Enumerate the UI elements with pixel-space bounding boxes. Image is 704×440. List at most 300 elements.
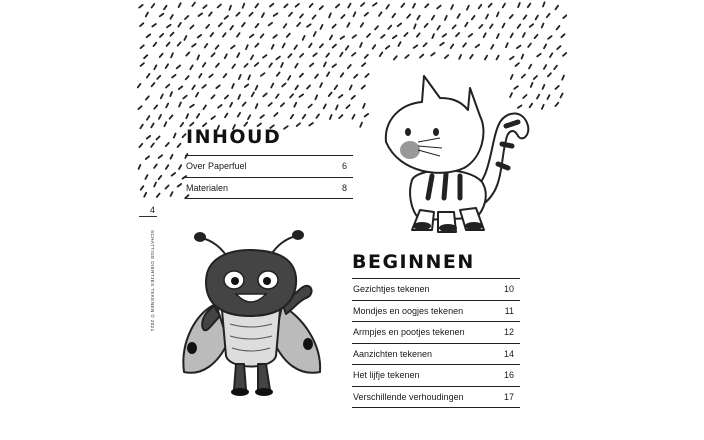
pattern-dash xyxy=(453,25,456,28)
pattern-dash xyxy=(497,34,499,38)
pattern-dash xyxy=(160,34,163,37)
pattern-dash xyxy=(218,5,221,8)
pattern-dash xyxy=(547,14,550,17)
pattern-dash xyxy=(192,3,195,6)
pattern-dash xyxy=(320,6,323,9)
pattern-dash xyxy=(303,115,306,119)
pattern-dash xyxy=(329,13,331,17)
pattern-dash xyxy=(225,96,228,99)
pattern-dash xyxy=(295,86,298,90)
pattern-dash xyxy=(192,86,195,90)
pattern-dash xyxy=(146,96,149,99)
toc-entry-page: 6 xyxy=(341,161,347,171)
pattern-dash xyxy=(401,4,404,7)
pattern-dash xyxy=(203,5,206,8)
pattern-dash xyxy=(459,55,461,59)
pattern-dash xyxy=(269,63,272,67)
pattern-dash xyxy=(287,34,290,37)
pattern-dash xyxy=(489,4,492,7)
toc-entry-page: 16 xyxy=(503,370,514,380)
pattern-dash xyxy=(174,134,176,138)
pattern-dash xyxy=(216,85,220,88)
pattern-dash xyxy=(138,106,141,109)
pattern-dash xyxy=(485,56,487,60)
pattern-dash xyxy=(147,34,151,37)
pattern-dash xyxy=(225,16,228,19)
pattern-dash xyxy=(352,96,355,99)
pattern-dash xyxy=(380,53,383,57)
pattern-dash xyxy=(407,15,410,18)
toc-entry-page: 11 xyxy=(504,305,514,316)
pattern-dash xyxy=(202,85,205,88)
pattern-dash xyxy=(321,25,323,29)
pattern-dash xyxy=(510,57,514,60)
pattern-dash xyxy=(363,104,365,108)
toc-entry[interactable] xyxy=(352,278,520,300)
pattern-dash xyxy=(506,43,508,47)
pattern-dash xyxy=(375,26,378,29)
toc-entry-label: Over Paperfuel xyxy=(186,161,247,171)
pattern-dash xyxy=(161,94,163,98)
pattern-dash xyxy=(218,105,222,108)
pattern-dash xyxy=(437,26,440,30)
pattern-dash xyxy=(362,86,365,89)
pattern-dash xyxy=(154,105,157,108)
pattern-dash xyxy=(324,104,326,108)
pattern-dash xyxy=(224,74,227,77)
toc-entry[interactable] xyxy=(352,300,520,322)
pattern-dash xyxy=(144,193,146,197)
pattern-dash xyxy=(463,43,466,46)
pattern-dash xyxy=(544,44,546,48)
pattern-dash xyxy=(352,115,354,119)
pattern-dash xyxy=(171,192,173,196)
pattern-dash xyxy=(179,103,181,107)
pattern-dash xyxy=(529,65,531,69)
pattern-dash xyxy=(139,165,141,169)
pattern-dash xyxy=(479,5,482,9)
pattern-dash xyxy=(288,76,290,80)
pattern-dash xyxy=(294,45,297,49)
pattern-dash xyxy=(297,23,300,26)
pattern-dash xyxy=(518,3,520,7)
toc-entry-label: Gezichtjes tekenen xyxy=(353,284,430,294)
pattern-dash xyxy=(199,74,201,78)
pattern-dash xyxy=(260,115,264,118)
pattern-dash xyxy=(432,16,434,20)
pattern-dash xyxy=(543,2,545,6)
pattern-dash xyxy=(365,13,368,16)
toc-entry-label: Verschillende verhoudingen xyxy=(353,391,464,402)
pattern-dash xyxy=(548,36,552,39)
pattern-dash xyxy=(140,23,143,26)
pattern-dash xyxy=(216,64,219,67)
pattern-dash xyxy=(398,24,402,27)
pattern-dash xyxy=(290,94,293,97)
pattern-dash xyxy=(289,13,292,16)
pattern-dash xyxy=(354,12,356,16)
pattern-dash xyxy=(246,45,248,49)
pattern-dash xyxy=(212,53,215,56)
pattern-dash xyxy=(181,123,184,127)
pattern-dash xyxy=(141,45,144,48)
pattern-dash xyxy=(271,84,273,88)
pattern-dash xyxy=(249,13,252,16)
pattern-dash xyxy=(256,86,258,90)
pattern-dash xyxy=(392,14,395,17)
pattern-dash xyxy=(179,3,181,7)
pattern-dash xyxy=(310,4,313,7)
pattern-dash xyxy=(341,73,344,77)
side-caption: SCHATTIGE DIERTJES TEKENEN © 2021 xyxy=(150,230,155,332)
pattern-dash xyxy=(544,65,546,69)
pattern-dash xyxy=(365,55,368,58)
toc-entry[interactable] xyxy=(352,343,520,365)
pattern-dash xyxy=(230,26,233,30)
toc-entry[interactable] xyxy=(352,386,520,409)
pattern-dash xyxy=(327,72,329,76)
pattern-dash xyxy=(307,85,310,88)
pattern-dash xyxy=(164,122,166,126)
toc-entry-label: Materialen xyxy=(186,182,229,193)
pattern-dash xyxy=(197,114,199,118)
pattern-dash xyxy=(232,65,235,69)
pattern-dash xyxy=(151,143,154,147)
pattern-dash xyxy=(528,4,531,8)
pattern-dash xyxy=(146,13,148,17)
pattern-dash xyxy=(183,96,186,99)
pattern-dash xyxy=(146,156,149,159)
toc-entry[interactable] xyxy=(352,321,520,343)
pattern-dash xyxy=(199,13,203,16)
pattern-dash xyxy=(205,44,208,48)
pattern-dash xyxy=(524,15,527,19)
pattern-dash xyxy=(272,45,274,49)
pattern-dash xyxy=(159,176,162,179)
pattern-dash xyxy=(166,64,168,68)
pattern-dash xyxy=(211,33,214,36)
pattern-dash xyxy=(256,24,259,27)
pattern-dash xyxy=(561,94,563,98)
pattern-dash xyxy=(503,24,505,28)
page-number: 4 xyxy=(150,205,156,215)
pattern-dash xyxy=(209,74,212,77)
pattern-dash xyxy=(231,46,235,49)
pattern-dash xyxy=(393,36,397,39)
toc-entry[interactable] xyxy=(185,155,353,177)
pattern-dash xyxy=(239,75,241,79)
pattern-dash xyxy=(232,84,234,88)
toc-entry-page: 14 xyxy=(503,348,514,359)
pattern-dash xyxy=(185,16,188,19)
pattern-dash xyxy=(326,53,329,56)
pattern-dash xyxy=(160,14,164,16)
pattern-dash xyxy=(530,24,534,27)
pattern-dash xyxy=(230,103,232,107)
pattern-dash xyxy=(445,16,447,20)
pattern-dash xyxy=(178,184,182,187)
pattern-dash xyxy=(170,92,172,96)
pattern-dash xyxy=(554,66,557,70)
pattern-dash xyxy=(360,43,362,47)
pattern-dash xyxy=(284,126,288,129)
pattern-dash xyxy=(329,93,332,96)
pattern-dash xyxy=(251,55,253,59)
pattern-dash xyxy=(171,15,173,19)
toc-list-beginnen xyxy=(352,278,520,408)
pattern-dash xyxy=(367,34,370,37)
toc-entry-label: Het lijfje tekenen xyxy=(353,370,420,380)
toc-entry[interactable] xyxy=(352,364,520,386)
pattern-dash xyxy=(164,6,167,10)
pattern-dash xyxy=(542,105,544,109)
pattern-dash xyxy=(159,115,161,119)
pattern-dash xyxy=(255,63,258,66)
pattern-dash xyxy=(365,74,368,77)
pattern-dash xyxy=(354,75,357,78)
pattern-dash xyxy=(431,53,434,56)
pattern-dash xyxy=(196,93,198,97)
pattern-dash xyxy=(557,46,560,49)
pattern-dash xyxy=(157,136,160,139)
pattern-dash xyxy=(536,16,538,20)
pattern-dash xyxy=(283,44,285,48)
pattern-dash xyxy=(171,155,173,159)
pattern-dash xyxy=(297,123,300,126)
pattern-dash xyxy=(269,103,272,106)
pattern-dash xyxy=(256,104,258,108)
pattern-dash xyxy=(353,35,357,38)
pattern-dash xyxy=(556,103,559,106)
pattern-dash xyxy=(547,95,549,99)
pattern-dash xyxy=(479,25,482,28)
pattern-dash xyxy=(510,15,513,18)
pattern-dash xyxy=(417,16,419,20)
pattern-dash xyxy=(147,136,151,139)
pattern-dash xyxy=(348,4,350,8)
pattern-dash xyxy=(154,165,157,168)
pattern-dash xyxy=(465,23,467,27)
pattern-dash xyxy=(309,123,313,126)
pattern-dash xyxy=(516,63,519,66)
section-title-inhoud: INHOUD xyxy=(186,126,282,148)
pattern-dash xyxy=(261,34,264,37)
pattern-dash xyxy=(456,33,459,36)
pattern-dash xyxy=(261,73,265,76)
pattern-dash xyxy=(373,3,377,6)
pattern-dash xyxy=(381,35,384,38)
pattern-dash xyxy=(190,105,194,108)
pattern-dash xyxy=(413,4,415,8)
section-title-beginnen: BEGINNEN xyxy=(352,251,475,273)
pattern-dash xyxy=(324,62,326,66)
pattern-dash xyxy=(361,3,364,6)
pattern-dash xyxy=(350,85,352,89)
pattern-dash xyxy=(309,105,312,108)
pattern-dash xyxy=(346,105,349,108)
pattern-dash xyxy=(209,12,212,16)
pattern-dash xyxy=(141,63,144,66)
pattern-dash xyxy=(281,63,283,67)
pattern-dash xyxy=(166,165,168,169)
pattern-dash xyxy=(425,24,428,27)
toc-entry-page: 10 xyxy=(503,284,514,294)
pattern-dash xyxy=(276,94,279,98)
pattern-dash xyxy=(535,35,538,38)
pattern-dash xyxy=(216,46,219,49)
pattern-dash xyxy=(186,52,189,55)
pattern-dash xyxy=(238,113,240,117)
pattern-dash xyxy=(178,42,181,45)
pattern-dash xyxy=(139,144,142,147)
pattern-dash xyxy=(154,43,157,46)
pattern-dash xyxy=(144,55,147,58)
pattern-dash xyxy=(145,175,147,179)
pattern-dash xyxy=(166,143,169,146)
pattern-dash xyxy=(458,14,460,18)
pattern-dash xyxy=(518,24,521,28)
pattern-dash xyxy=(225,54,227,58)
pattern-dash xyxy=(445,55,448,58)
pattern-dash xyxy=(159,155,163,158)
pattern-dash xyxy=(157,76,160,79)
pattern-dash xyxy=(503,4,505,8)
pattern-dash xyxy=(340,53,342,57)
pattern-dash xyxy=(223,33,226,37)
pattern-dash xyxy=(219,23,222,26)
pattern-dash xyxy=(346,46,349,50)
pattern-dash xyxy=(352,53,355,56)
pattern-dash xyxy=(300,94,304,97)
pattern-dash xyxy=(203,63,206,67)
pattern-dash xyxy=(313,53,316,56)
pattern-dash xyxy=(484,33,486,37)
pattern-dash xyxy=(562,76,564,80)
pattern-dash xyxy=(291,115,294,119)
pattern-dash xyxy=(166,85,169,88)
pattern-dash xyxy=(186,114,188,118)
pattern-dash xyxy=(511,34,513,38)
pattern-dash xyxy=(157,194,160,197)
toc-entry-label: Armpjes en pootjes tekenen xyxy=(353,327,465,337)
pattern-dash xyxy=(361,23,364,27)
pattern-dash xyxy=(365,114,369,117)
pattern-dash xyxy=(432,34,434,38)
pattern-dash xyxy=(177,66,180,69)
pattern-dash xyxy=(300,14,303,17)
pattern-dash xyxy=(179,86,183,89)
pattern-dash xyxy=(203,106,206,110)
pattern-dash xyxy=(245,84,249,87)
pattern-dash xyxy=(262,13,264,17)
toc-entry[interactable] xyxy=(185,177,353,200)
pattern-dash xyxy=(360,123,362,127)
pattern-dash xyxy=(486,15,488,19)
pattern-dash xyxy=(333,25,336,28)
pattern-dash xyxy=(139,5,143,8)
pattern-dash xyxy=(296,4,299,7)
pattern-dash xyxy=(245,64,248,67)
pattern-dash xyxy=(248,115,250,119)
pattern-dash xyxy=(237,53,239,57)
pattern-dash xyxy=(316,114,319,118)
pattern-dash xyxy=(147,116,149,120)
pattern-dash xyxy=(336,105,338,109)
pattern-dash xyxy=(336,4,339,7)
pattern-dash xyxy=(314,32,316,36)
pattern-dash xyxy=(166,186,169,189)
pattern-dash xyxy=(141,186,144,190)
pattern-dash xyxy=(420,55,423,58)
pattern-dash xyxy=(295,64,297,68)
pattern-dash xyxy=(320,83,322,87)
pattern-dash xyxy=(138,84,141,88)
pattern-dash xyxy=(339,115,342,118)
pattern-dash xyxy=(152,83,155,86)
pattern-dash xyxy=(281,103,284,106)
pattern-dash xyxy=(315,95,317,99)
pattern-dash xyxy=(528,44,531,47)
pattern-dash xyxy=(186,76,189,79)
pattern-dash xyxy=(252,93,254,97)
pattern-dash xyxy=(379,12,382,16)
pattern-dash xyxy=(307,24,311,27)
pattern-dash xyxy=(341,15,344,18)
pattern-dash xyxy=(320,44,323,47)
pattern-dash xyxy=(557,26,560,29)
pattern-dash xyxy=(386,46,390,49)
pattern-dash xyxy=(550,53,552,57)
pattern-dash xyxy=(341,36,345,39)
pattern-dash xyxy=(294,103,296,107)
pattern-dash xyxy=(160,54,163,57)
toc-entry-label: Aanzichten tekenen xyxy=(353,348,433,359)
pattern-dash xyxy=(288,54,291,57)
pattern-dash xyxy=(243,4,245,8)
pattern-dash xyxy=(300,74,303,77)
pattern-dash xyxy=(497,56,499,60)
pattern-dash xyxy=(190,65,192,69)
pattern-dash xyxy=(237,33,240,37)
page-number-rule xyxy=(139,216,157,217)
pattern-dash xyxy=(184,36,186,40)
pattern-dash xyxy=(490,24,493,28)
pattern-dash xyxy=(404,33,407,36)
pattern-dash xyxy=(517,46,521,49)
pattern-dash xyxy=(451,45,454,49)
pattern-dash xyxy=(303,36,305,40)
pattern-dash xyxy=(277,72,280,75)
pattern-dash xyxy=(398,42,400,46)
pattern-dash xyxy=(170,115,173,118)
pattern-dash xyxy=(414,45,418,48)
pattern-dash xyxy=(476,45,480,48)
pattern-dash xyxy=(563,15,566,18)
pattern-dash xyxy=(300,54,303,57)
pattern-dash xyxy=(270,4,273,7)
pattern-dash xyxy=(523,33,525,37)
pattern-dash xyxy=(561,34,564,37)
pattern-dash xyxy=(242,23,245,27)
pattern-dash xyxy=(373,45,376,49)
pattern-dash xyxy=(548,73,551,76)
pattern-dash xyxy=(491,45,493,49)
pattern-dash xyxy=(192,44,196,47)
pattern-dash xyxy=(238,95,240,99)
pattern-dash xyxy=(335,86,338,90)
pattern-dash xyxy=(273,35,277,38)
pattern-dash xyxy=(543,85,545,89)
